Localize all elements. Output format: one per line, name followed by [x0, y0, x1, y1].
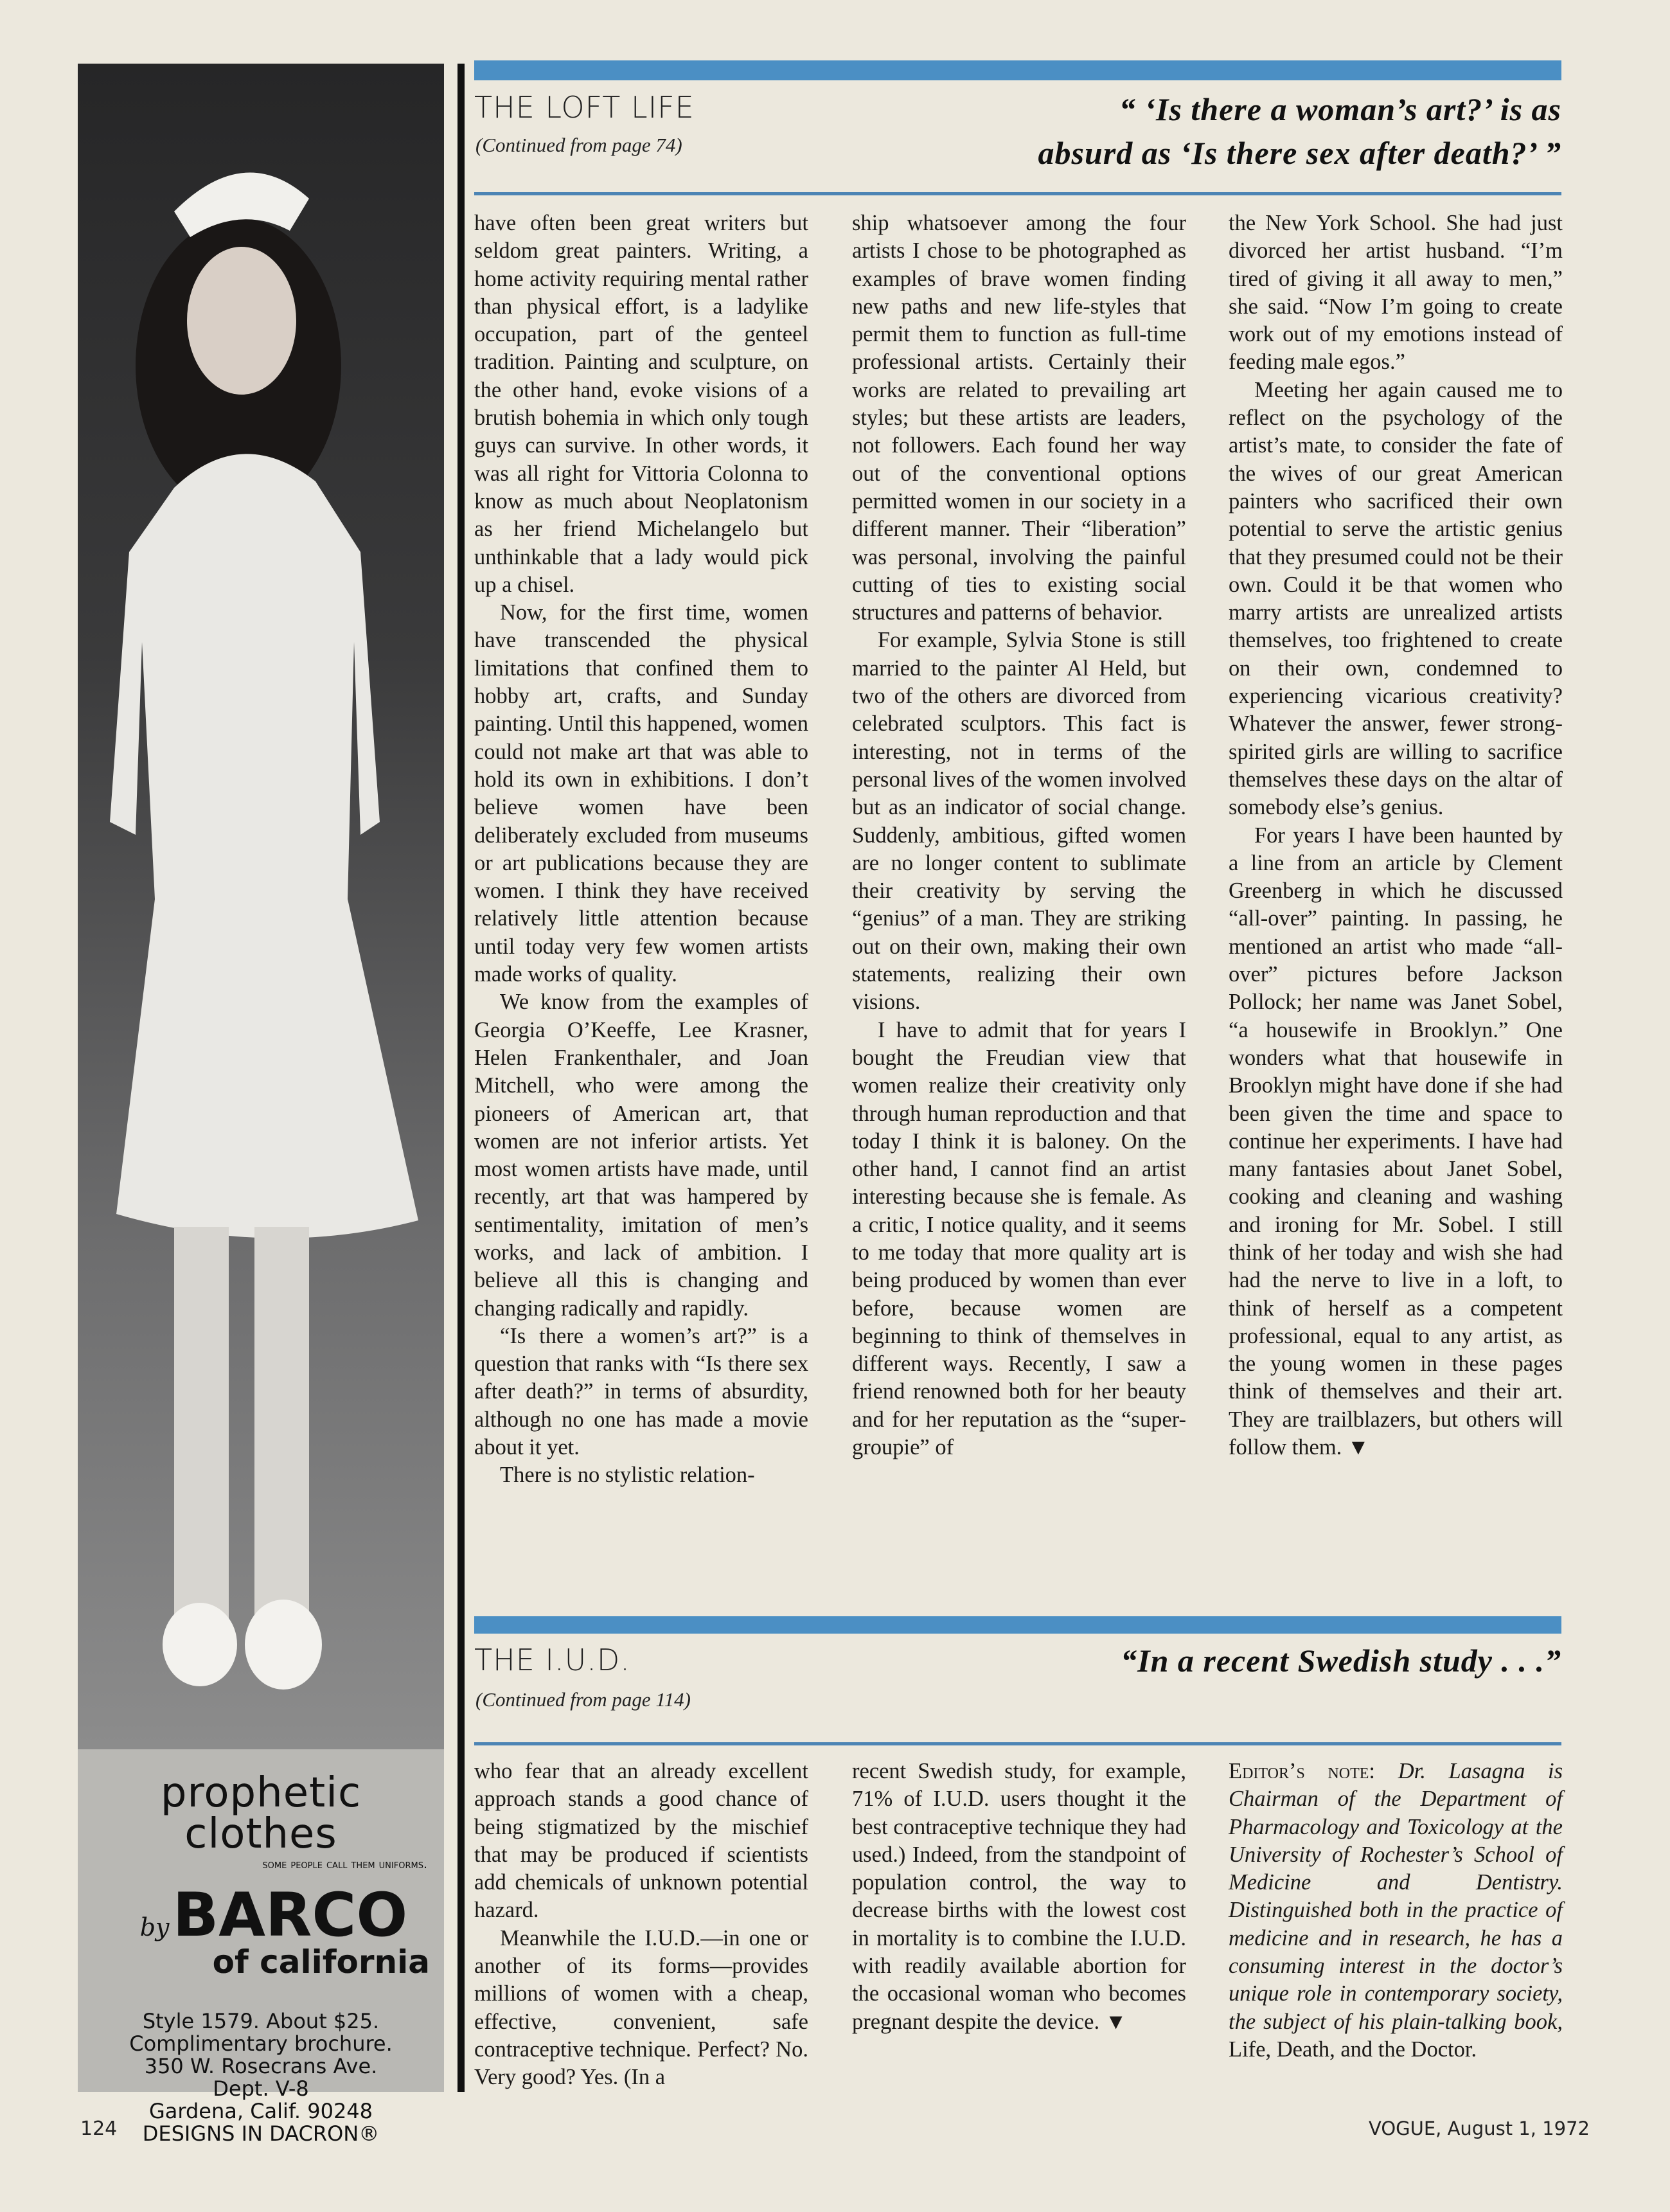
paragraph: the New York School. She had just divorced her artist husband. “I’m tired of giving it all away to men,” she said. “Now I’m going to create work out of my emotions instead of feeding male egos.” — [1229, 211, 1563, 375]
editors-note — [1229, 1758, 1563, 2064]
ad-detail-line: 350 W. Rosecrans Ave. — [144, 2054, 378, 2078]
loft-section-title: THE LOFT LIFE — [474, 90, 695, 125]
iud-column-2 — [852, 1758, 1186, 2036]
ad-detail-line: Gardena, Calif. 90248 — [148, 2099, 373, 2123]
pull-quote-line: “ ‘Is there a woman’s art?’ is as — [1119, 91, 1561, 127]
paragraph: Meanwhile the I.U.D.—in one or another of its forms—provides millions of women with a cheap, effective, convenient, safe contraceptive technique. Perfect? No. Very good? Yes. (In a — [474, 1925, 808, 2090]
ad-brand-logo — [78, 1880, 444, 1950]
section-color-bar — [474, 1616, 1561, 1634]
ad-detail-line: Style 1579. About $25. — [142, 2009, 380, 2033]
paragraph: I have to admit that for years I bought the Freudian view that women realize their creativity only through human reproduction and that today I think it is baloney. On the other hand, I cannot find an artist interesting because she is female. As a critic, I notice quality, and it seems to me today that more quality art is being produced by women than ever before, because women are beginning to think of themselves in different ways. Recently, I saw a friend renowned both for her beauty and for her reputation as the “super-groupie” of — [852, 1017, 1186, 1460]
editors-note-book-title: Life, Death, and the Doctor. — [1229, 2037, 1477, 2062]
iud-column-1 — [474, 1758, 808, 2092]
ad-detail-line: Dept. V-8 — [213, 2076, 309, 2101]
pull-quote-line: absurd as ‘Is there sex after death?’ ” — [1038, 135, 1561, 171]
paragraph: who fear that an already excellent approach stands a good chance of being stigmatized by the mischief that may be produced if scientists add chemicals of unknown potential hazard. — [474, 1759, 808, 1923]
ad-photo-nurse — [78, 64, 444, 1749]
loft-pull-quote — [1038, 87, 1561, 175]
ad-headline: prophetic clothes — [160, 1769, 362, 1858]
publication-line: VOGUE, August 1, 1972 — [1368, 2118, 1590, 2139]
paragraph: “Is there a women’s art?” is a question that ranks with “Is there sex after death?” in terms of absurdity, although no one has made a movie about it yet. — [474, 1323, 808, 1460]
end-mark-triangle-icon: ▼ — [1347, 1436, 1369, 1460]
end-mark-triangle-icon: ▼ — [1105, 2010, 1127, 2034]
paragraph: have often been great writers but seldom great painters. Writing, a home activity requiring mental rather than physical effort, is a ladylike occupation, part of the genteel tradition. Painting and sculpture, on the other hand, evoke visions of a brutish bohemia in which only tough guys can survive. In other words, it was all right for Vittoria Colonna to know as much about Neoplatonism as her friend Michelangelo but unthinkable that a lady would pick up a chisel. — [474, 211, 808, 597]
iud-continued-note: (Continued from page 114) — [475, 1688, 691, 1711]
paragraph: recent Swedish study, for example, 71% of I.U.D. users thought it the best contraceptive technique they had used.) Indeed, from the standpoint of population control, the way to decrease births with the lowest cost in mortality is to combine the I.U.D. with readily available abortion for the occasional woman who becomes pregnant despite the device. — [852, 1759, 1186, 2034]
ad-detail-line: DESIGNS IN DACRON® — [142, 2121, 380, 2146]
page-number: 124 — [80, 2118, 118, 2140]
iud-pull-quote: “In a recent Swedish study . . .” — [1121, 1643, 1561, 1679]
editors-note-label: Editor’s note: — [1229, 1759, 1376, 1783]
section-rule — [474, 192, 1561, 195]
ad-by: by — [139, 1913, 170, 1941]
loft-column-2 — [852, 210, 1186, 1461]
loft-column-3 — [1229, 210, 1563, 1461]
paragraph: There is no stylistic relation- — [500, 1463, 755, 1488]
paragraph: ship whatsoever among the four artists I chose to be photographed as examples of brave women finding new paths and new life-styles that permit them to function as full-time professional artists. Certainly their works are related to prevailing art styles; but these artists are leaders, not followers. Each found her way out of the conventional options permitted women in our society in a different manner. Their “liberation” was personal, involving the painful cutting of ties to existing social structures and patterns of behavior. — [852, 211, 1186, 625]
paragraph: For years I have been haunted by a line from an article by Clement Greenberg in which he discussed “all-over” painting. In passing, he mentioned an artist who made “all-over” pictures before Jackson Pollock; her name was Janet Sobel, “a housewife in Brooklyn.” One wonders what that housewife in Brooklyn might have done if she had been given the time and space to continue her experiments. I have had many fantasies about Janet Sobel, cooking and cleaning and washing and ironing for Mr. Sobel. I still think of her today and wish she had had the nerve to live in a loft, to think of herself as a competent professional, equal to any artist, as the young women in these pages think of themselves and their art. They are trailblazers, but others will follow them. — [1229, 823, 1563, 1460]
paragraph: Now, for the first time, women have transcended the physical limitations that confined them to hobby art, crafts, and Sunday painting. Until this happened, women could not make art that was able to hold its own in exhibitions. I don’t believe women have been deliberately excluded from museums or art publications because they are women. I think they have received relatively little attention because until today very few women artists made works of quality. — [474, 600, 808, 987]
iud-section-title: THE I.U.D. — [474, 1643, 630, 1677]
editors-note-text: Dr. Lasagna is Chairman of the Department of Pharmacology and Toxicology at the University of Rochester’s School of Medicine and Dentistry. Distinguished both in the practice of medicine and in research, he has a consuming interest in the doctor’s unique role in contemporary society, the subject of his plain-talking book, — [1229, 1759, 1563, 2034]
loft-continued-note: (Continued from page 74) — [475, 134, 682, 156]
section-rule — [474, 1742, 1561, 1745]
ad-tagline: some people call them uniforms. — [262, 1857, 427, 1871]
ad-brand-name: BARCO — [172, 1880, 408, 1950]
ad-brand-sub: of california — [212, 1943, 430, 1981]
loft-column-1 — [474, 210, 808, 1490]
paragraph: For example, Sylvia Stone is still married to the painter Al Held, but two of the others are divorced from celebrated sculptors. This fact is interesting, not in terms of the personal lives of the women involved but as an indicator of social change. Suddenly, ambitious, gifted women are no longer content to sublimate their creativity by serving the “genius” of a man. They are striking out on their own, making their own statements, realizing their own visions. — [852, 628, 1186, 1015]
paragraph: Meeting her again caused me to reflect on the psychology of the artist’s mate, to consider the fate of the wives of our great American painters who sacrificed their own potential to serve the artistic genius that they presumed could not be their own. Could it be that women who marry artists are unrealized artists themselves, too frightened to create on their own, condemned to experiencing vicarious creativity? Whatever the answer, fewer strong-spirited girls are willing to sacrifice themselves these days on the altar of somebody else’s genius. — [1229, 377, 1563, 820]
paragraph: We know from the examples of Georgia O’Keeffe, Lee Krasner, Helen Frankenthaler, and Joan Mitchell, who were among the pioneers of American art, that women are not inferior artists. Yet most women artists have made, until recently, art that was hampered by sentimentality, imitation of men’s works, and lack of ambition. I believe all this is changing and changing radically and rapidly. — [474, 990, 808, 1321]
ad-detail-line: Complimentary brochure. — [129, 2031, 393, 2056]
nurse-figure-illustration — [78, 64, 444, 1749]
section-color-bar — [474, 60, 1561, 80]
ad-details — [78, 2010, 444, 2145]
vertical-divider — [457, 64, 465, 2092]
